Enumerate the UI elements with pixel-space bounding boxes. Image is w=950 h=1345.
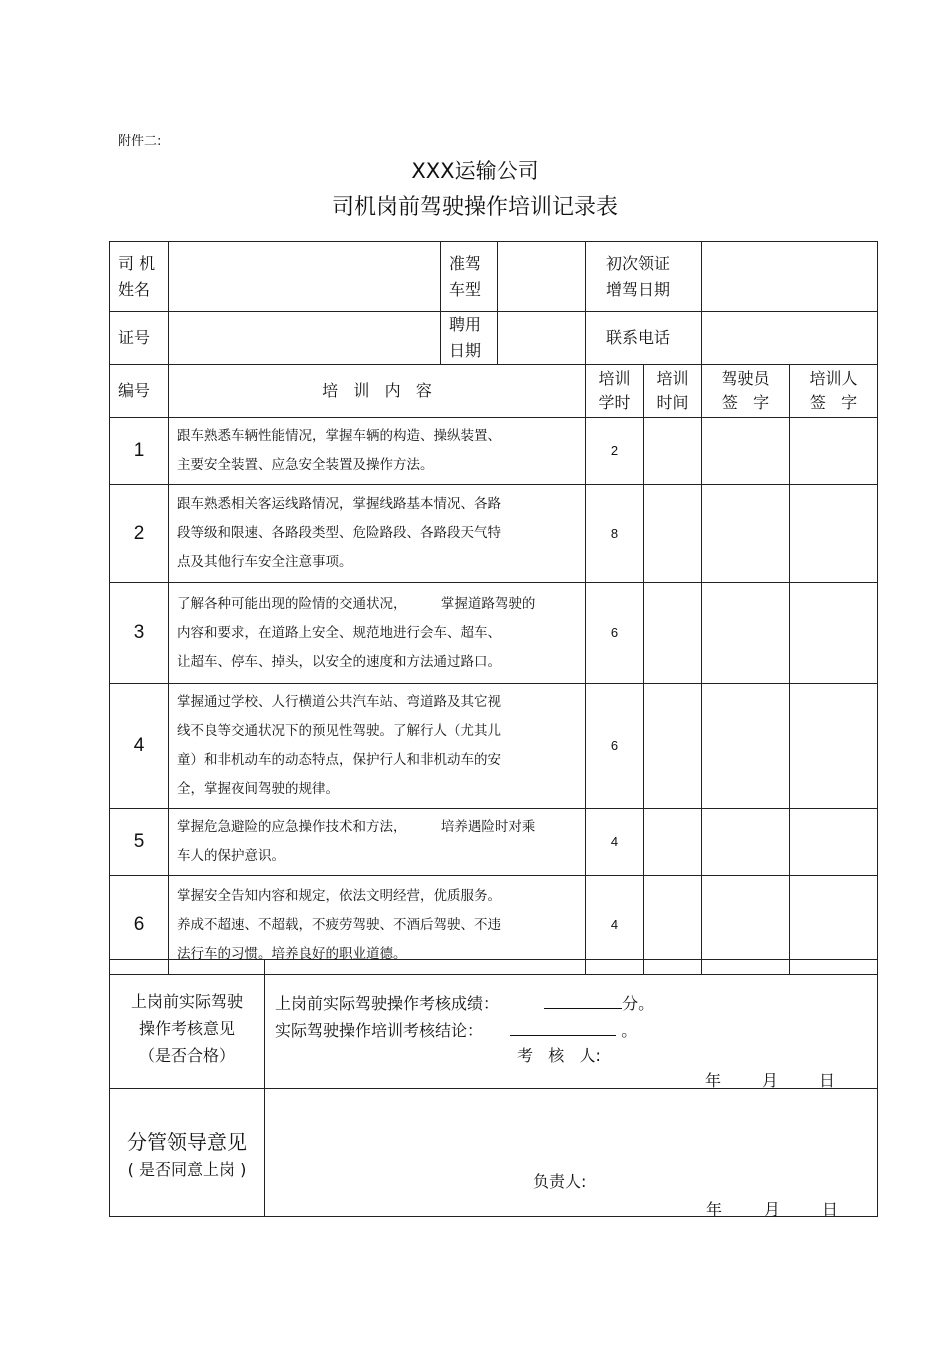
row-trainer-sign[interactable] [790, 418, 878, 485]
cert-no-field[interactable] [169, 312, 441, 365]
form-title: 司机岗前驾驶操作培训记录表 [331, 195, 618, 220]
row-hours: 4 [586, 876, 644, 975]
row-number: 5 [110, 809, 169, 876]
hire-date-label: 聘用 日期 [441, 312, 498, 365]
score-suffix: 分。 [622, 994, 655, 1013]
score-label: 上岗前实际驾驶操作考核成绩： [275, 994, 500, 1013]
row-training-time[interactable] [644, 583, 702, 684]
row-number: 3 [110, 583, 169, 684]
content-line: 掌握安全告知内容和规定，依法文明经营，优质服务。 [177, 887, 501, 904]
content-line: 掌握通过学校、人行横道公共汽车站、弯道路及其它视 [177, 694, 501, 710]
leader-label: 分管领导意见 ( 是否同意上岗 ) [110, 1089, 265, 1217]
training-record-table [109, 241, 878, 975]
row-number: 6 [110, 876, 169, 975]
cert-no-label: 证号 [110, 312, 169, 365]
content-line: 让超车、停车、掉头，以安全的速度和方法通过路口。 [177, 653, 501, 670]
driver-name-field[interactable] [169, 242, 441, 312]
assessment-label: 上岗前实际驾驶 操作考核意见 （是否合格） [110, 960, 265, 1089]
assessment-month: 月 [762, 1071, 779, 1090]
vehicle-type-label: 准驾 车型 [441, 242, 498, 312]
row-content [169, 809, 586, 876]
phone-label: 联系电话 [586, 312, 702, 365]
content-line: 养成不超速、不超载，不疲劳驾驶、不酒后驾驶、不违 [177, 916, 501, 933]
leader-day: 日 [822, 1200, 839, 1219]
row-hours: 6 [586, 684, 644, 809]
license-date-field[interactable] [702, 242, 878, 312]
row-training-time[interactable] [644, 809, 702, 876]
table-row [110, 583, 878, 684]
row-content [169, 485, 586, 583]
approval-table [109, 959, 878, 1217]
responsible-label: 负责人: [533, 1172, 587, 1191]
header-hours: 培训 学时 [586, 365, 644, 418]
row-hours: 8 [586, 485, 644, 583]
examiner-label: 考 核 人: [517, 1046, 601, 1065]
row-driver-sign[interactable] [702, 809, 790, 876]
content-line: 车人的保护意识。 [177, 848, 285, 864]
license-date-label: 初次领证 增驾日期 [586, 242, 702, 312]
conclusion-field[interactable] [510, 1019, 616, 1036]
row-trainer-sign[interactable] [790, 485, 878, 583]
content-line: 全，掌握夜间驾驶的规律。 [177, 781, 339, 797]
row-trainer-sign[interactable] [790, 684, 878, 809]
row-hours: 2 [586, 418, 644, 485]
vehicle-type-field[interactable] [498, 242, 586, 312]
table-row [110, 684, 878, 809]
content-line: 段等级和限速、各路段类型、危险路段、各路段天气特 [177, 525, 501, 541]
assessment-body [265, 960, 878, 1089]
row-number: 1 [110, 418, 169, 485]
score-field[interactable] [544, 992, 622, 1009]
row-content [169, 418, 586, 485]
header-content: 培 训 内 容 [169, 365, 586, 418]
content-line: 童）和非机动车的动态特点，保护行人和非机动车的安 [177, 752, 501, 768]
conclusion-label: 实际驾驶操作培训考核结论： [275, 1021, 484, 1040]
row-trainer-sign[interactable] [790, 809, 878, 876]
row-driver-sign[interactable] [702, 418, 790, 485]
attachment-label: 附件二: [118, 134, 162, 149]
content-line: 跟车熟悉车辆性能情况，掌握车辆的构造、操纵装置、 [177, 428, 501, 444]
header-trainer-sign: 培训人 签 字 [790, 365, 878, 418]
driver-name-label: 司 机 姓名 [110, 242, 169, 312]
assessment-year: 年 [705, 1071, 722, 1090]
table-row [110, 418, 878, 485]
content-line: 了解各种可能出现的险情的交通状况， 掌握道路驾驶的 [177, 595, 536, 612]
row-driver-sign[interactable] [702, 583, 790, 684]
hire-date-field[interactable] [498, 312, 586, 365]
leader-year: 年 [706, 1200, 723, 1219]
content-line: 掌握危急避险的应急操作技术和方法， 培养遇险时对乘 [177, 819, 536, 835]
content-line: 法行车的习惯。培养良好的职业道德。 [177, 945, 407, 962]
header-time: 培训 时间 [644, 365, 702, 418]
row-training-time[interactable] [644, 418, 702, 485]
table-row [110, 809, 878, 876]
content-line: 主要安全装置、应急安全装置及操作方法。 [177, 457, 434, 473]
content-line: 点及其他行车安全注意事项。 [177, 554, 353, 570]
content-line: 线不良等交通状况下的预见性驾驶。了解行人（尤其儿 [177, 723, 501, 739]
row-hours: 4 [586, 809, 644, 876]
row-content [169, 583, 586, 684]
phone-field[interactable] [702, 312, 878, 365]
row-driver-sign[interactable] [702, 485, 790, 583]
row-hours: 6 [586, 583, 644, 684]
row-driver-sign[interactable] [702, 684, 790, 809]
row-content [169, 684, 586, 809]
assessment-day: 日 [819, 1071, 836, 1090]
row-trainer-sign[interactable] [790, 583, 878, 684]
row-training-time[interactable] [644, 684, 702, 809]
row-training-time[interactable] [644, 485, 702, 583]
table-row [110, 485, 878, 583]
content-line: 跟车熟悉相关客运线路情况，掌握线路基本情况、各路 [177, 496, 501, 512]
leader-body [265, 1089, 878, 1217]
content-line: 内容和要求，在道路上安全、规范地进行会车、超车、 [177, 624, 501, 641]
row-number: 2 [110, 485, 169, 583]
row-number: 4 [110, 684, 169, 809]
conclusion-suffix: 。 [621, 1021, 638, 1040]
header-driver-sign: 驾驶员 签 字 [702, 365, 790, 418]
company-name: XXX运输公司 [411, 159, 539, 183]
leader-month: 月 [764, 1200, 781, 1219]
header-no: 编号 [110, 365, 169, 418]
